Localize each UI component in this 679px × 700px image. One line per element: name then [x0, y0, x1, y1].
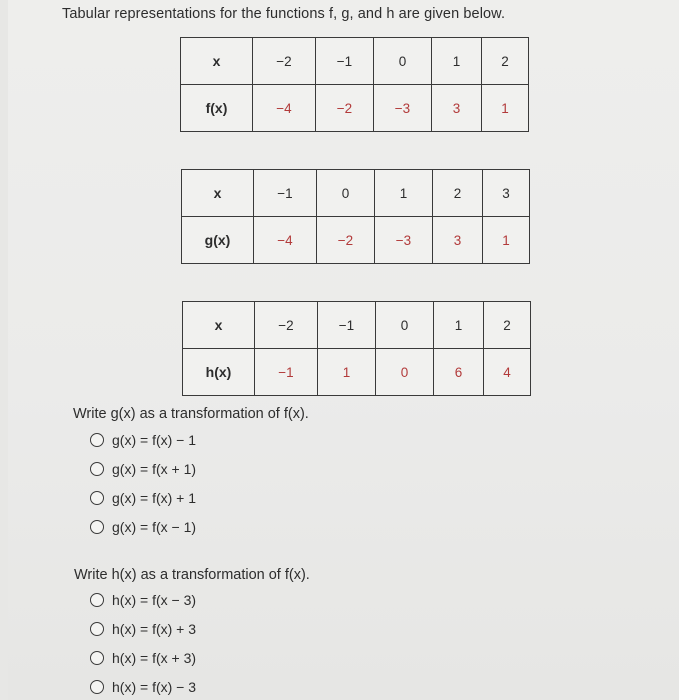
table-cell: 6 [434, 349, 484, 396]
option-label: h(x) = f(x) + 3 [112, 621, 197, 637]
q2-option-1[interactable] [90, 592, 196, 608]
table-cell: 1 [375, 170, 433, 217]
table-g [181, 169, 530, 264]
table-header-fx: f(x) [181, 85, 253, 132]
q1-option-2[interactable] [90, 461, 196, 477]
table-cell: 1 [318, 349, 376, 396]
intro-text: Tabular representations for the functions f, g, and h are given below. [62, 6, 506, 22]
table-cell: −2 [316, 85, 374, 132]
q1-option-3[interactable] [90, 490, 196, 506]
table-cell: 0 [317, 170, 375, 217]
q1-option-4[interactable] [90, 519, 196, 535]
option-label: g(x) = f(x) + 1 [112, 490, 197, 506]
table-cell: 2 [484, 302, 531, 349]
radio-button[interactable] [90, 622, 104, 636]
table-header-x: x [182, 170, 254, 217]
table-f [180, 37, 529, 132]
radio-button[interactable] [90, 462, 104, 476]
table-h [182, 301, 531, 396]
option-label: h(x) = f(x + 3) [112, 650, 197, 666]
table-cell: −1 [255, 349, 318, 396]
table-row [183, 302, 531, 349]
table-cell: 2 [482, 38, 529, 85]
table-cell: −2 [317, 217, 375, 264]
table-cell: −4 [254, 217, 317, 264]
table-row [181, 38, 529, 85]
table-row [182, 170, 530, 217]
table-cell: 0 [374, 38, 432, 85]
table-cell: 3 [483, 170, 530, 217]
table-cell: 1 [432, 38, 482, 85]
table-cell: −1 [316, 38, 374, 85]
option-label: g(x) = f(x + 1) [112, 461, 197, 477]
question-2-prompt: Write h(x) as a transformation of f(x). [74, 567, 310, 583]
radio-button[interactable] [90, 433, 104, 447]
radio-button[interactable] [90, 593, 104, 607]
table-header-x: x [181, 38, 253, 85]
table-cell: −2 [253, 38, 316, 85]
option-label: g(x) = f(x − 1) [112, 519, 197, 535]
radio-button[interactable] [90, 651, 104, 665]
radio-button[interactable] [90, 680, 104, 694]
option-label: h(x) = f(x) − 3 [112, 679, 197, 695]
table-row [183, 349, 531, 396]
option-label: h(x) = f(x − 3) [112, 592, 197, 608]
table-cell: 1 [483, 217, 530, 264]
table-cell: 4 [484, 349, 531, 396]
radio-button[interactable] [90, 520, 104, 534]
q1-option-1[interactable] [90, 432, 196, 448]
table-cell: −3 [375, 217, 433, 264]
table-cell: 0 [376, 349, 434, 396]
table-cell: 1 [482, 85, 529, 132]
table-row [182, 217, 530, 264]
table-row [181, 85, 529, 132]
table-header-x: x [183, 302, 255, 349]
table-cell: 1 [434, 302, 484, 349]
table-cell: −3 [374, 85, 432, 132]
q2-option-4[interactable] [90, 679, 196, 695]
table-cell: −2 [255, 302, 318, 349]
table-cell: −1 [318, 302, 376, 349]
table-header-hx: h(x) [183, 349, 255, 396]
table-cell: −1 [254, 170, 317, 217]
table-cell: 2 [433, 170, 483, 217]
q2-option-3[interactable] [90, 650, 196, 666]
table-cell: 3 [433, 217, 483, 264]
table-cell: 3 [432, 85, 482, 132]
table-cell: −4 [253, 85, 316, 132]
question-1-prompt: Write g(x) as a transformation of f(x). [73, 406, 309, 422]
table-header-gx: g(x) [182, 217, 254, 264]
option-label: g(x) = f(x) − 1 [112, 432, 197, 448]
radio-button[interactable] [90, 491, 104, 505]
table-cell: 0 [376, 302, 434, 349]
q2-option-2[interactable] [90, 621, 196, 637]
